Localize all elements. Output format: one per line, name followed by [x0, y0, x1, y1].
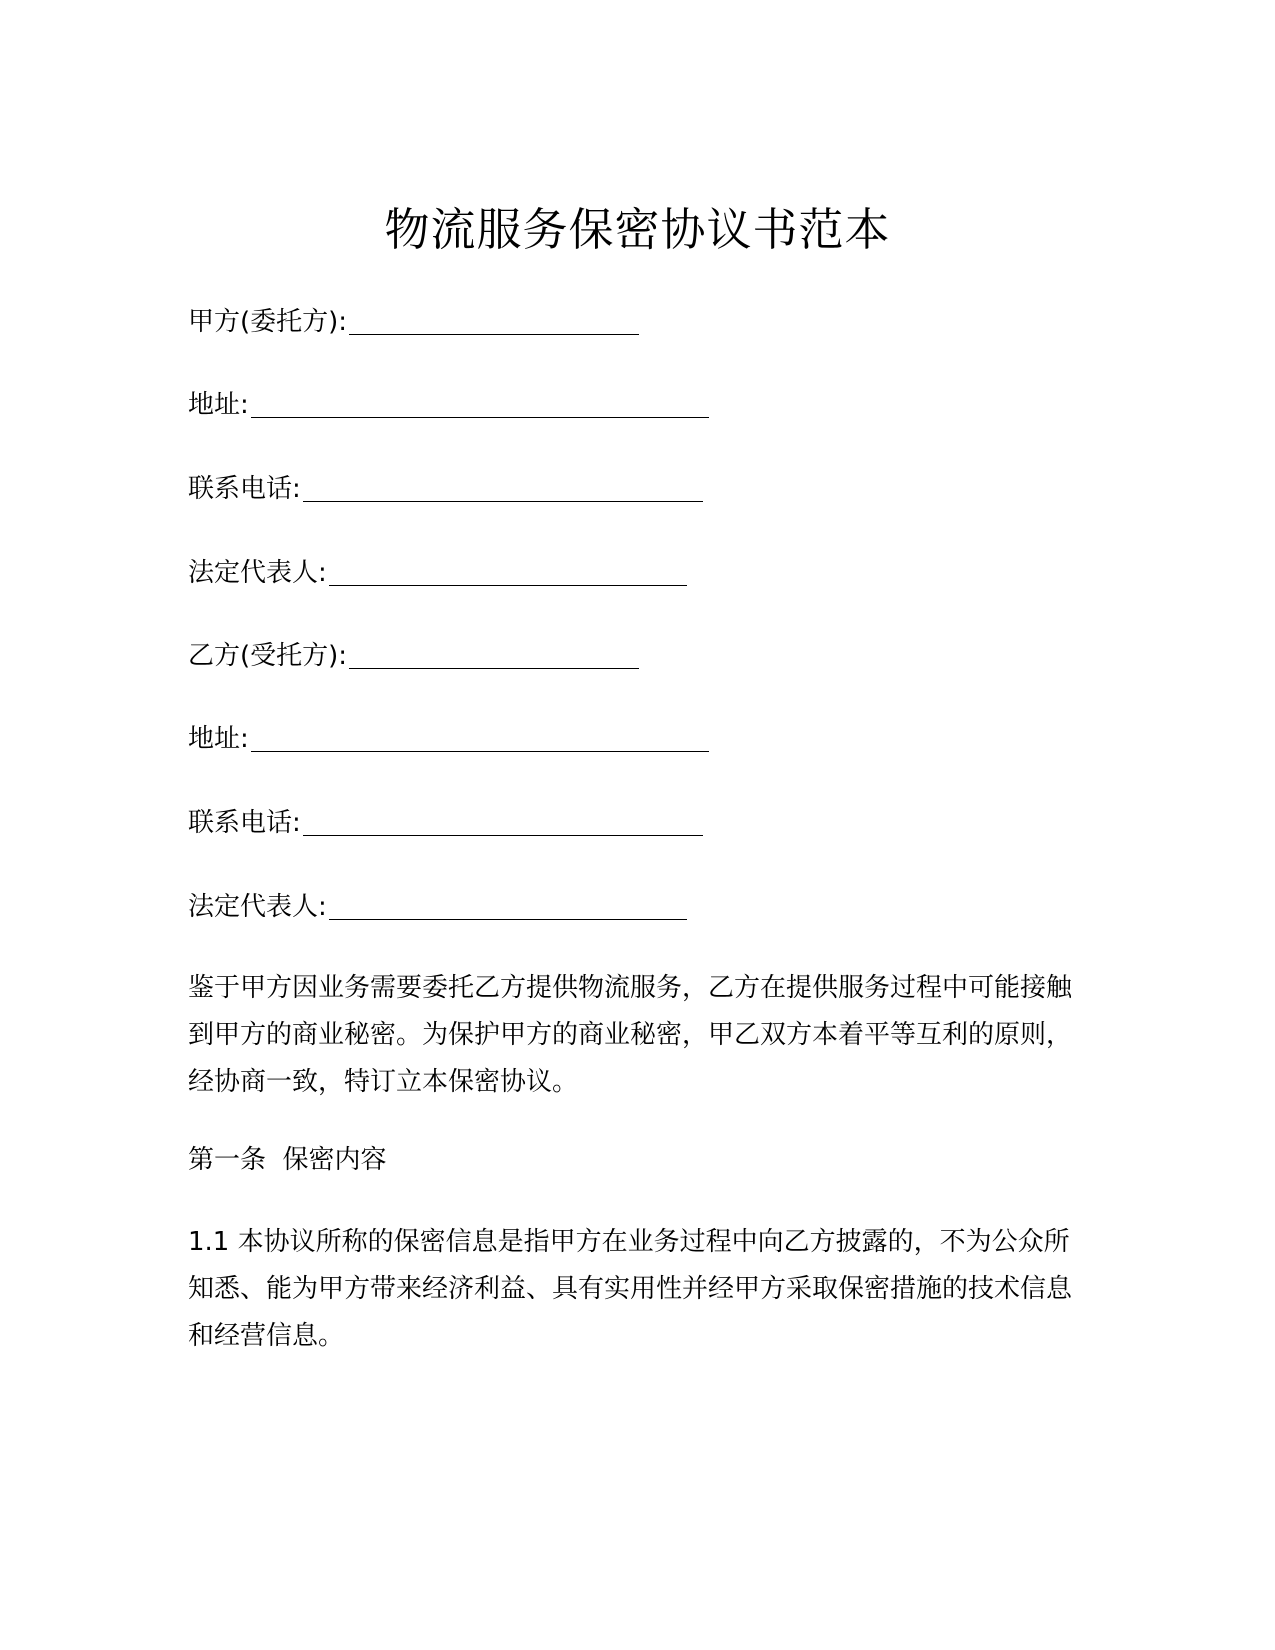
party-a-address-label: 地址: — [188, 390, 249, 420]
party-a-label: 甲方(委托方): — [188, 307, 348, 337]
party-b-phone-field — [188, 801, 703, 841]
party-b-blank — [349, 640, 639, 669]
party-a-phone-label: 联系电话: — [188, 474, 301, 504]
party-a-phone-blank — [303, 473, 703, 502]
party-a-field — [188, 300, 639, 340]
party-b-rep-blank — [329, 891, 687, 920]
preamble-paragraph: 鉴于甲方因业务需要委托乙方提供物流服务，乙方在提供服务过程中可能接触到甲方的商业秘密。为保护甲方的商业秘密，甲乙双方本着平等互利的原则，经协商一致，特订立本保密协议。 — [188, 973, 1073, 1097]
party-b-phone-label: 联系电话: — [188, 808, 301, 838]
party-b-address-blank — [251, 723, 709, 752]
party-b-address-label: 地址: — [188, 724, 249, 754]
party-a-rep-blank — [329, 557, 687, 586]
article-1-heading: 第一条 保密内容 — [188, 1145, 387, 1175]
party-a-phone-field — [188, 467, 703, 507]
party-a-address-field — [188, 383, 709, 423]
party-a-address-blank — [251, 389, 709, 418]
party-a-rep-field — [188, 551, 687, 591]
party-a-rep-label: 法定代表人: — [188, 558, 327, 588]
party-b-label: 乙方(受托方): — [188, 641, 348, 671]
party-b-rep-field — [188, 885, 687, 925]
document-title: 物流服务保密协议书范本 — [384, 203, 891, 256]
party-b-rep-label: 法定代表人: — [188, 892, 327, 922]
party-b-phone-blank — [303, 807, 703, 836]
clause-1-1-paragraph: 1.1 本协议所称的保密信息是指甲方在业务过程中向乙方披露的，不为公众所知悉、能为甲方带来经济利益、具有实用性并经甲方采取保密措施的技术信息和经营信息。 — [188, 1227, 1073, 1351]
party-a-blank — [349, 306, 639, 335]
party-b-address-field — [188, 717, 709, 757]
party-b-field — [188, 634, 639, 674]
